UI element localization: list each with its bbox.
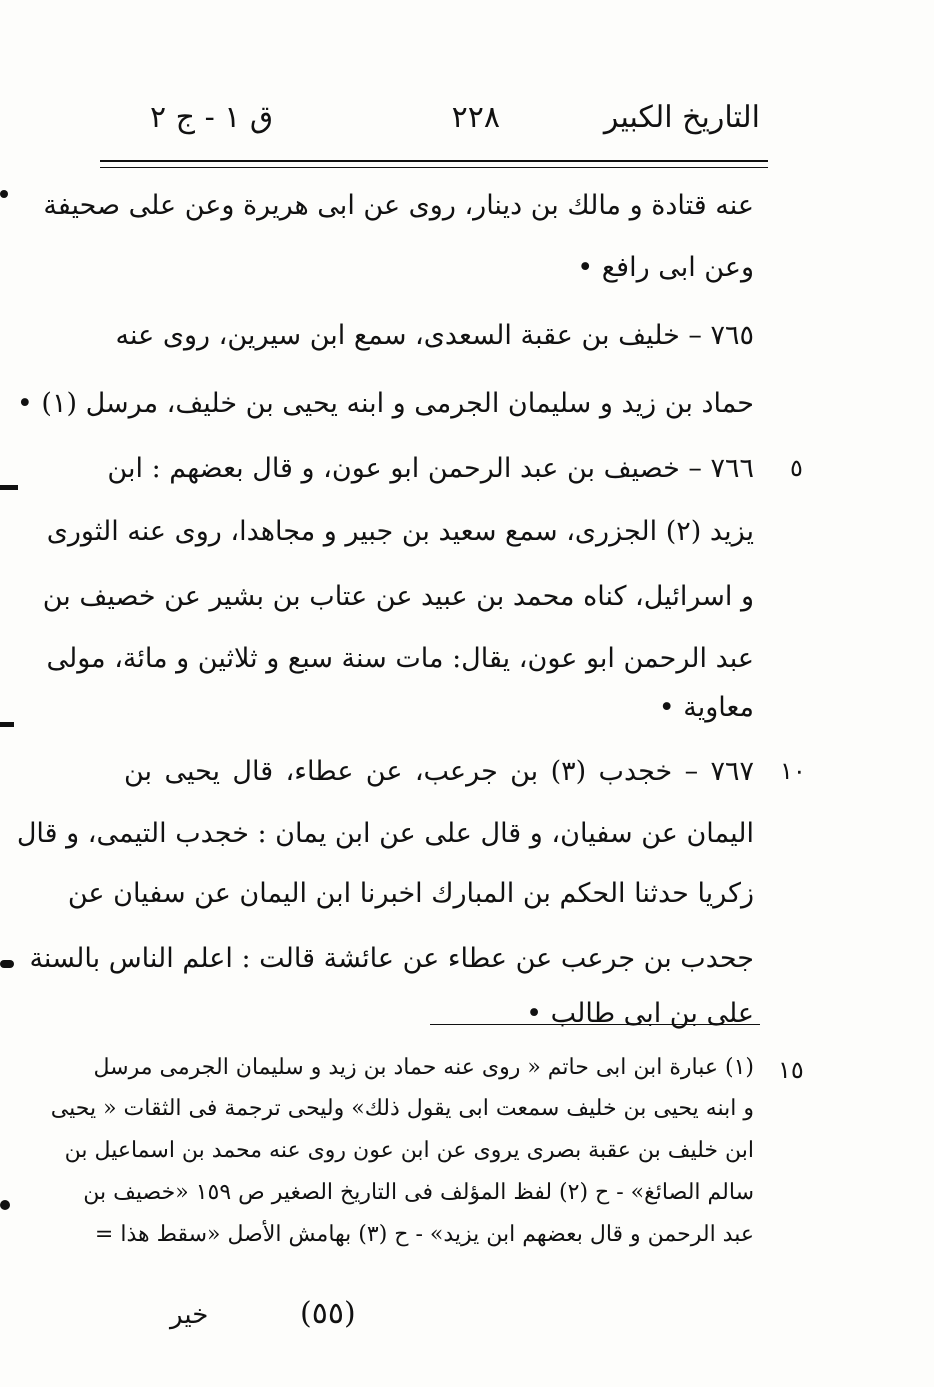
body-line: ٧٦٧ – خجدب (٣) بن جرعب، عن عطاء، قال يحيى بن xyxy=(124,756,754,787)
signature-mark: خير xyxy=(170,1300,209,1330)
body-line: على بن ابى طالب • xyxy=(526,998,754,1029)
body-line: عبد الرحمن ابو عون، يقال: مات سنة سبع و ثلاثين و مائة، مولى xyxy=(46,643,754,674)
body-line: ٧٦٥ – خليف بن عقبة السعدى، سمع ابن سيرين، روى عنه xyxy=(115,320,754,351)
volume-label: ق ١ - ج ٢ xyxy=(150,100,274,135)
body-line: عنه قتادة و مالك بن دينار، روى عن ابى هريرة وعن على صحيفة xyxy=(43,190,754,221)
binding-mark xyxy=(0,1200,10,1210)
binding-mark xyxy=(0,722,14,727)
footnote-line: ابن خليف بن عقبة بصرى يروى عن ابن عون روى عنه محمد بن اسماعيل بن xyxy=(64,1138,754,1163)
header-rule-thick xyxy=(100,160,768,162)
binding-mark xyxy=(0,485,18,490)
line-number: ٥ xyxy=(790,454,803,482)
body-line: معاوية • xyxy=(658,692,754,723)
binding-mark xyxy=(0,190,8,198)
sheet-number: (٥٥) xyxy=(300,1296,356,1331)
line-number: ١٥ xyxy=(778,1056,804,1084)
header-rule-thin xyxy=(100,167,768,168)
page-number: ٢٢٨ xyxy=(451,100,500,135)
footnote-line: و ابنه يحيى بن خليف سمعت ابى يقول ذلك» وليحى ترجمة فى الثقات « يحيى xyxy=(50,1096,754,1121)
running-header xyxy=(120,100,760,150)
footnote-rule xyxy=(430,1024,760,1025)
footnote-line: عبد الرحمن و قال بعضهم ابن يزيد» - ح (٣) بهامش الأصل «سقط هذا = xyxy=(94,1222,754,1247)
book-title: التاريخ الكبير xyxy=(603,100,760,135)
footnote-line: (١) عبارة ابن ابى حاتم « روى عنه حماد بن زيد و سليمان الجرمى مرسل xyxy=(93,1055,754,1080)
body-line: و اسرائيل، كناه محمد بن عبيد عن عتاب بن بشير عن خصيف بن xyxy=(42,581,754,612)
footnote-line: سالم الصائغ» - ح (٢) لفظ المؤلف فى التاريخ الصغير ص ١٥٩ «خصيف بن xyxy=(83,1180,754,1205)
body-line: زكريا حدثنا الحكم بن المبارك اخبرنا ابن اليمان عن سفيان عن xyxy=(67,878,754,909)
body-line: اليمان عن سفيان، و قال على عن ابن يمان : خجدب التيمى، و قال xyxy=(16,818,754,849)
body-line: حماد بن زيد و سليمان الجرمى و ابنه يحيى بن خليف، مرسل (١) • xyxy=(16,388,754,419)
body-line: ٧٦٦ – خصيف بن عبد الرحمن ابو عون، و قال بعضهم : ابن xyxy=(107,453,754,484)
binding-mark xyxy=(0,960,14,968)
line-number: ١٠ xyxy=(780,757,806,785)
body-line: يزيد (٢) الجزرى، سمع سعيد بن جبير و مجاهدا، روى عنه الثورى xyxy=(46,516,754,547)
body-line: جحدب بن جرعب عن عطاء عن عائشة قالت : اعلم الناس بالسنة xyxy=(29,943,754,974)
body-line: وعن ابى رافع • xyxy=(577,252,754,283)
